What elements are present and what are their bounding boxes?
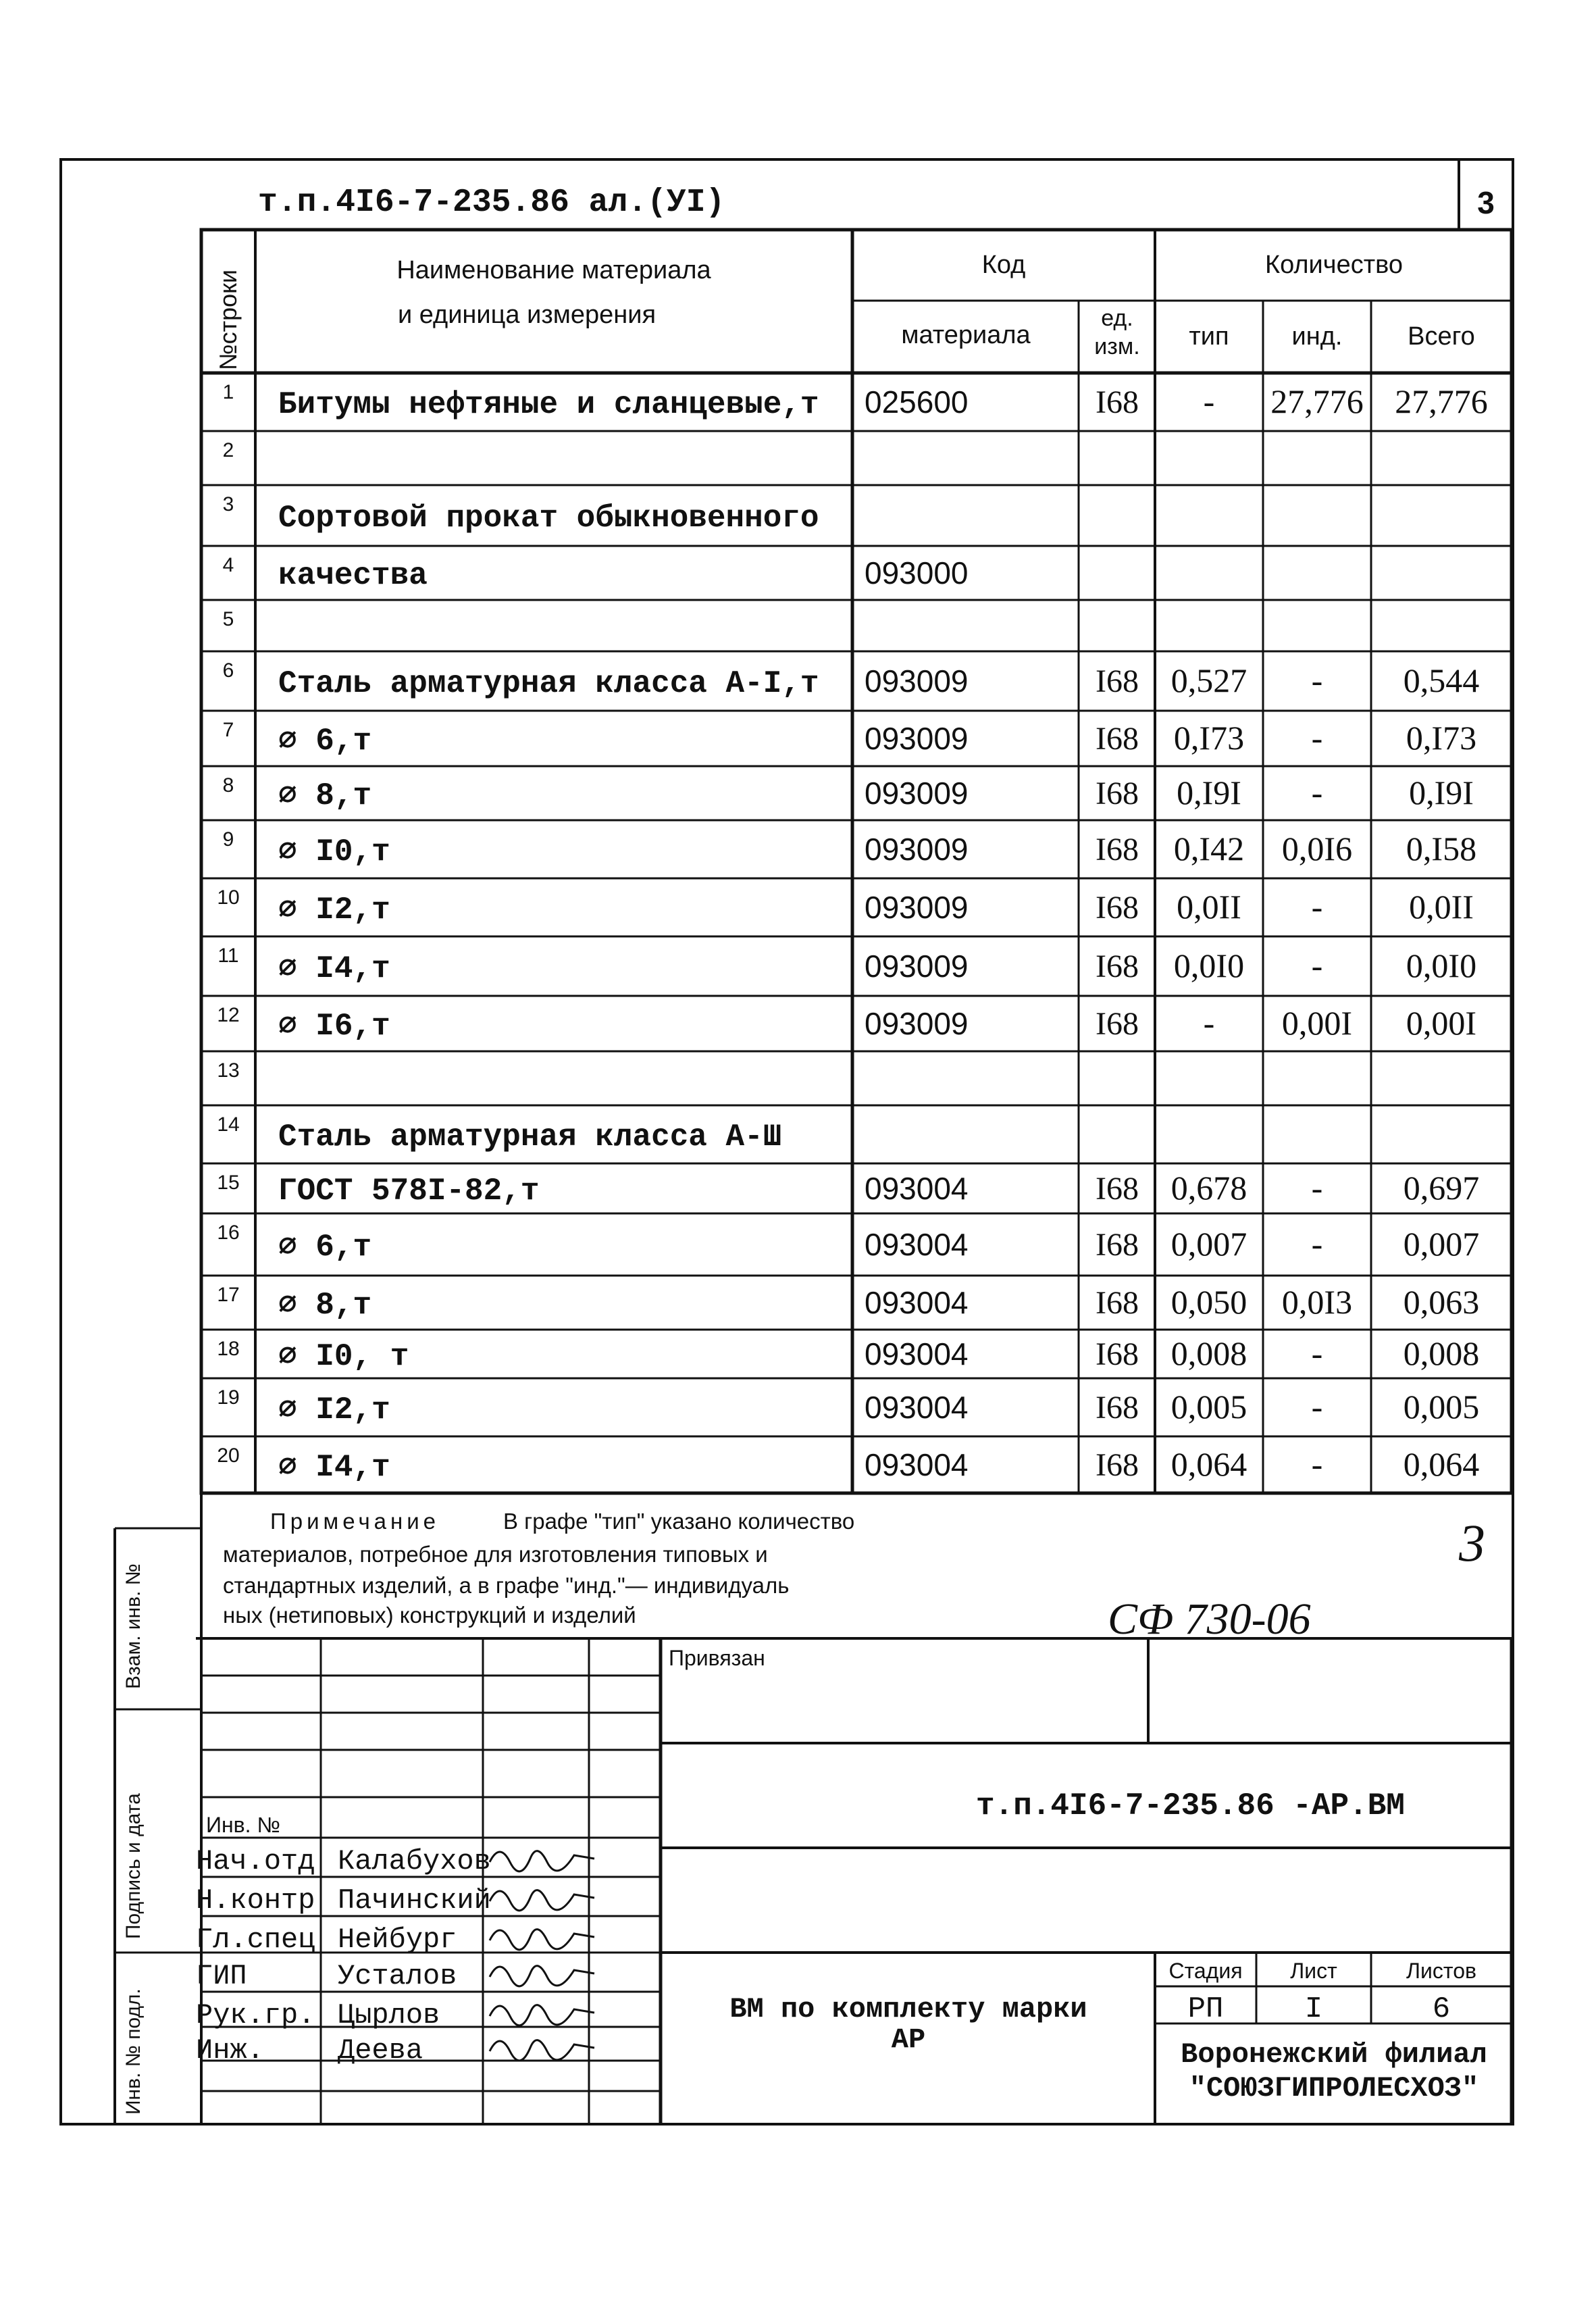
header-code: Код (981, 251, 1026, 279)
material-name: ГОСТ 578I-82,т (278, 1174, 540, 1209)
qty-individual: - (1311, 888, 1323, 926)
material-name: Сталь арматурная класса А-I,т (278, 666, 819, 701)
side-label-inv-podl: Инв. № подл. (122, 1988, 145, 2115)
signature-scribble (490, 2005, 594, 2026)
side-label-podpis: Подпись и дата (122, 1793, 145, 1939)
signature-scribble (490, 1851, 594, 1871)
stage-value: РП (1187, 1992, 1224, 2026)
qty-individual: - (1311, 947, 1323, 984)
signature-role: Н.контр (196, 1884, 315, 1917)
material-name: ∅ I2,т (278, 1392, 390, 1428)
material-code: 093009 (865, 890, 969, 925)
material-name: ∅ I0, т (278, 1339, 409, 1374)
qty-individual: 27,776 (1270, 382, 1364, 420)
material-name: качества (278, 558, 428, 593)
material-name: Сортовой прокат обыкновенного (278, 501, 819, 536)
row-number: 19 (217, 1386, 240, 1409)
side-label-vzam: Взам. инв. № (122, 1563, 145, 1689)
signature-row (196, 1923, 594, 1956)
qty-individual: - (1311, 1334, 1323, 1372)
material-code: 093004 (865, 1336, 969, 1372)
unit-code: I68 (1096, 1285, 1139, 1321)
unit-code: I68 (1096, 384, 1139, 420)
signature-scribble (490, 2040, 594, 2061)
material-name: ∅ 6,т (278, 724, 372, 759)
signature-name: Усталов (338, 1960, 457, 1992)
qty-type: 0,0II (1177, 888, 1241, 926)
qty-type: 0,I42 (1173, 830, 1245, 867)
qty-individual: - (1311, 1445, 1323, 1483)
qty-total: 0,I9I (1409, 774, 1474, 811)
qty-individual: 0,0I3 (1281, 1283, 1353, 1321)
header-name-line1: Наименование материала (396, 256, 711, 284)
qty-type: - (1203, 382, 1215, 420)
material-name: ∅ 8,т (278, 1288, 372, 1323)
material-name: ∅ I2,т (278, 892, 390, 928)
header-unit-line1: ед. (1101, 305, 1133, 331)
row-number: 9 (222, 828, 234, 851)
material-code: 093009 (865, 949, 969, 984)
row-number: 7 (222, 719, 234, 741)
qty-type: 0,527 (1170, 661, 1247, 699)
inv-no-label: Инв. № (206, 1813, 280, 1837)
signature-name: Нейбург (338, 1923, 457, 1956)
signature-role: Инж. (196, 2034, 264, 2067)
signature-name: Цырлов (338, 1999, 440, 2032)
table-row (223, 828, 1476, 870)
qty-individual: - (1311, 1169, 1323, 1207)
table-row (223, 608, 234, 630)
row-number: 6 (222, 659, 234, 682)
note-line1: В графе "тип" указано количество (503, 1509, 855, 1534)
header-name-line2: и единица измерения (397, 301, 657, 329)
signature-scribble (490, 1930, 594, 1950)
org-line2: "СОЮЗГИПРОЛЕСХОЗ" (1189, 2072, 1479, 2105)
qty-type: 0,I73 (1173, 719, 1245, 757)
qty-total: 0,544 (1403, 661, 1480, 699)
qty-total: 0,0I0 (1406, 947, 1477, 984)
table-row (217, 1386, 1479, 1428)
unit-code: I68 (1096, 721, 1139, 757)
material-code: 093004 (865, 1285, 969, 1320)
privyazan-label: Привязан (669, 1646, 765, 1670)
row-number: 15 (217, 1172, 240, 1194)
table-row (217, 886, 1474, 928)
qty-individual: 0,00I (1281, 1004, 1353, 1042)
row-number: 11 (217, 945, 239, 967)
qty-total: 0,0II (1409, 888, 1474, 926)
signature-list (196, 1845, 594, 2067)
material-name: Битумы нефтяные и сланцевые,т (278, 387, 819, 422)
note-title: Примечание (270, 1509, 440, 1534)
unit-code: I68 (1096, 1227, 1139, 1263)
note-line3: стандартных изделий, а в графе "инд."— индивидуаль (223, 1573, 790, 1598)
table-row (217, 1283, 1479, 1323)
material-code: 093009 (865, 721, 969, 756)
material-name: ∅ I0,т (278, 834, 390, 870)
table-row (223, 554, 969, 593)
table-row (223, 493, 819, 536)
qty-type: 0,064 (1170, 1445, 1247, 1483)
qty-total: 27,776 (1395, 382, 1488, 420)
table-row (217, 1444, 1479, 1485)
material-name: ∅ I4,т (278, 1450, 390, 1485)
qty-total: 0,063 (1403, 1283, 1480, 1321)
qty-individual: - (1311, 661, 1323, 699)
unit-code: I68 (1096, 1390, 1139, 1426)
qty-individual: - (1311, 719, 1323, 757)
material-code: 093009 (865, 776, 969, 811)
material-code: 093009 (865, 1006, 969, 1041)
note-handwritten-number: 3 (1459, 1513, 1485, 1572)
qty-total: 0,064 (1403, 1445, 1480, 1483)
qty-total: 0,I73 (1406, 719, 1477, 757)
row-number: 4 (222, 554, 234, 576)
header-individual: инд. (1291, 322, 1343, 351)
signature-name: Деева (338, 2034, 423, 2067)
signature-role: Нач.отд (196, 1845, 315, 1878)
table-row (223, 774, 1474, 813)
row-number: 17 (217, 1284, 240, 1306)
qty-type: 0,050 (1170, 1283, 1247, 1321)
header-row-number: №строки (214, 269, 242, 370)
qty-total: 0,00I (1406, 1004, 1477, 1042)
table-row (217, 945, 1476, 986)
sheet-number-top: 3 (1477, 185, 1495, 220)
qty-total: 0,I58 (1406, 830, 1477, 867)
note-handwritten-code: СФ 730-06 (1108, 1594, 1311, 1644)
title-line1: ВМ по комплекту марки (729, 1993, 1087, 2026)
row-number: 12 (217, 1004, 240, 1026)
material-name: ∅ I4,т (278, 951, 390, 986)
material-code: 093004 (865, 1171, 969, 1206)
material-name: ∅ I6,т (278, 1009, 390, 1044)
signature-scribble (490, 1890, 594, 1911)
title-block-doc-code: т.п.4I6-7-235.86 -АР.ВМ (976, 1788, 1405, 1823)
signature-row (196, 1884, 594, 1917)
sheets-label: Листов (1406, 1959, 1476, 1983)
material-name: Сталь арматурная класса А-Ш (278, 1120, 782, 1155)
table-row (223, 381, 1488, 422)
unit-code: I68 (1096, 890, 1139, 926)
doc-code-top: т.п.4I6-7-235.86 ал.(УI) (258, 184, 725, 221)
signature-role: Гл.спец (196, 1923, 315, 1956)
header-total: Всего (1408, 322, 1475, 351)
sheets-value: 6 (1432, 1992, 1451, 2026)
unit-code: I68 (1096, 663, 1139, 699)
qty-type: 0,I9I (1177, 774, 1241, 811)
header-quantity: Количество (1264, 251, 1404, 279)
material-code: 093004 (865, 1390, 969, 1425)
material-name: ∅ 6,т (278, 1230, 372, 1265)
stage-label: Стадия (1168, 1959, 1243, 1983)
qty-total: 0,008 (1403, 1334, 1480, 1372)
table-row (223, 719, 1476, 759)
table-row (217, 1004, 1476, 1044)
material-code: 093000 (865, 555, 969, 590)
signature-role: Рук.гр. (196, 1999, 315, 2032)
table-row (217, 1334, 1479, 1374)
unit-code: I68 (1096, 776, 1139, 811)
qty-type: - (1203, 1004, 1215, 1042)
row-number: 5 (222, 608, 234, 630)
row-number: 13 (217, 1059, 240, 1082)
sheet-value: I (1304, 1992, 1323, 2026)
signature-row (196, 1960, 594, 1992)
note-line2: материалов, потребное для изготовления типовых и (223, 1542, 768, 1567)
qty-type: 0,678 (1170, 1169, 1247, 1207)
row-number: 20 (217, 1444, 240, 1467)
qty-individual: - (1311, 1225, 1323, 1263)
material-name: ∅ 8,т (278, 778, 372, 813)
signature-row (196, 2034, 594, 2067)
signature-name: Пачинский (338, 1884, 491, 1917)
signature-row (196, 1845, 594, 1878)
row-number: 1 (222, 381, 234, 403)
table-row (217, 1059, 239, 1082)
signature-scribble (490, 1966, 594, 1986)
signature-role: ГИП (196, 1960, 247, 1992)
row-number: 2 (222, 439, 234, 461)
header-unit-line2: изм. (1094, 334, 1140, 359)
note-line4: ных (нетиповых) конструкций и изделий (223, 1603, 636, 1628)
qty-individual: - (1311, 774, 1323, 811)
material-code: 093009 (865, 832, 969, 867)
row-number: 14 (217, 1113, 240, 1136)
qty-total: 0,697 (1403, 1169, 1480, 1207)
header-material-code: материала (901, 321, 1031, 349)
unit-code: I68 (1096, 1171, 1139, 1207)
row-number: 3 (222, 493, 234, 515)
qty-type: 0,0I0 (1173, 947, 1245, 984)
unit-code: I68 (1096, 1336, 1139, 1372)
row-number: 16 (217, 1222, 240, 1244)
title-line2: АР (891, 2023, 926, 2056)
signature-name: Калабухов (338, 1845, 491, 1878)
material-code: 093004 (865, 1227, 969, 1262)
row-number: 18 (217, 1338, 240, 1360)
qty-total: 0,005 (1403, 1388, 1480, 1426)
unit-code: I68 (1096, 949, 1139, 984)
qty-type: 0,008 (1170, 1334, 1247, 1372)
qty-type: 0,005 (1170, 1388, 1247, 1426)
header-type: тип (1189, 322, 1229, 351)
org-line1: Воронежский филиал (1181, 2038, 1487, 2071)
sheet-label: Лист (1290, 1959, 1337, 1983)
table-row (217, 1222, 1479, 1265)
table-row (223, 439, 234, 461)
row-number: 10 (217, 886, 240, 909)
table-row (217, 1113, 781, 1155)
qty-type: 0,007 (1170, 1225, 1247, 1263)
unit-code: I68 (1096, 1006, 1139, 1042)
material-code: 093004 (865, 1447, 969, 1482)
unit-code: I68 (1096, 1447, 1139, 1483)
qty-individual: - (1311, 1388, 1323, 1426)
unit-code: I68 (1096, 832, 1139, 867)
table-row (217, 1169, 1479, 1209)
qty-individual: 0,0I6 (1281, 830, 1353, 867)
qty-total: 0,007 (1403, 1225, 1480, 1263)
material-code: 093009 (865, 663, 969, 699)
material-code: 025600 (865, 384, 969, 420)
row-number: 8 (222, 774, 234, 797)
